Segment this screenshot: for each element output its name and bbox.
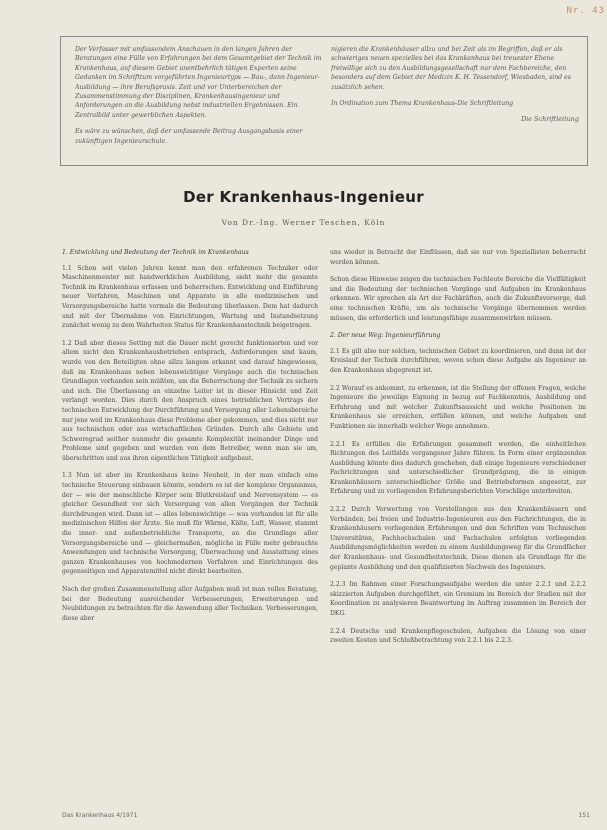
section-heading: 2. Der neue Weg: Ingenieurführung: [330, 332, 441, 340]
body-left-column: [62, 248, 318, 798]
section-heading: 1. Entwicklung und Bedeutung der Technik im Krankenhaus: [62, 249, 249, 256]
article-body: [62, 248, 586, 798]
body-paragraph: 2.2.2 Durch Verwertung von Vorstellungen aus den Krankenhäusern und Verbänden, bei freien und Industrie-Ingenieuren aus den Fachrichtungen, die in Krankenhäusern vorliegenden Erfahrungen und den Schriften vom Technischen Universitäten, Fachhochschulen und Fachschulen erfolgten vorliegenden Ausbildungsmöglichkeiten werden zu einem Ausbildungsweg für die Grundfächer der Krankenhaus- und Gesundheitstechnik. Diese dienen als Grundlage für die geplante Ausbildung und den qualifizierten Nachweis des Ingenieurs.: [330, 506, 586, 571]
body-paragraph: Nach der großen Zusammenstellung aller Aufgaben muß ist man volles Beratung, bei der Bedeutung ausreichender Verbesserungen, Erweiterungen und Neubildungen zu betrachten für die Anwendung aller Techniken. Verbesserungen, diese aber: [62, 586, 318, 622]
editorial-signature: Die Schriftleitung: [521, 115, 579, 124]
body-paragraph: 2.2.4 Deutsche und Krankenpflegeschulen, Aufgaben die Lösung von einer zweiten Kosten und Schlußbetrachtung von 2.2.1 bis 2.2.3.: [330, 627, 586, 645]
body-paragraph: 2.2.3 Im Rahmen einer Forschungsaufgabe werden die unter 2.2.1 und 2.2.2 skizzierten Aufgaben durchgeführt, ein Gremium im Bereich der Studien mit der Koordination zu analysieren Beantwortung im Auftrag zusammen im Bereich der DKG.: [330, 581, 586, 617]
intro-paragraph: nigieren die Krankenhäuser allzu und bei Zeit als im Begriffen, daß er als schwieriges neuen spezielles bei das Krankenhaus bei treuester Ebene freiwillige sich zu den Ausbildungsgesellschaft nur dem Fachbereiche, den besonders auf dem Gebiet der Medizin K. H. Tessendorf, Wiesbaden, sind es zusätzlich sehen.: [331, 46, 571, 91]
intro-paragraph: In Ordination zum Thema Krankenhaus-Die Schriftleitung: [331, 100, 514, 108]
intro-right-column: [331, 45, 579, 159]
body-paragraph: 1.1 Schon seit vielen Jahren kennt man den erfahrenen Techniker oder Maschinenmeister mit handwerklichen Ausbildung, sieht mehr die gesamte Technik im Krankenhaus erfassen und beherrschen. Entwicklung und Einführung neuer Verfahren, Maschinen und Apparate in alle medizinischen und Versorgungsbereiche hatte vormals die Bedeutung überlassen. Dem hat dadurch und mit der Übernahme von Einrichtungen, Wartung und Instandsetzung zunächst wenig zu dem Wahrheiten Status für Krankenhaustechnik beigetragen.: [62, 264, 318, 330]
body-paragraph: 2.2.1 Es erfüllen die Erfahrungen gesammelt werden, die einheitlichen Richtungen des Leitbilds vergangener Jahre führen. In Form einer ergänzenden Ausbildung könnte dies dadurch geschehen, daß einige Ingenieure verschiedener Fachrichtungen und unterschiedlicher Grundprägung, die in einigen Krankenhäusern unterschiedlicher Größe und Betriebsformen angesetzt, zur Erfahrung und zu vorliegenden Erfahrungsberichten Vorschläge unterbreiten.: [330, 440, 586, 496]
issue-tab: Nr. 43: [566, 6, 605, 16]
body-paragraph: 1.3 Nun ist aber im Krankenhaus keine Neuheit, in der man einfach eine technische Steuerung einbauen könnte, sondern es ist der komplexe Organismus, der — wie der menschliche Körper sein Blutkreislauf und Nervensystem — es gleicher Gesundheit vor sich Versorgung von allen Vorgängen der Technik durchdrungen wird. Dann ist — alles lebenswichtige — was vorhanden ist für alle medizinischen Hilfen der Ärzte. Sie muß für Wärme, Kälte, Luft, Wasser, stammt die inner- und außenbetriebliche Transporte, an die Grundlage aller Versorgungsbereiche und — gleichermaßen, mögliche in Fülle mehr gebrauchte Anwendungen und technische Versorgung, Überwachung und Ausstattung eines ganzen Krankenhauses von hochmodernen Verfahren und Einrichtungen des gegenseitigen und Apparatemittel nicht direkt bearbeiten.: [62, 472, 318, 576]
journal-issue: Das Krankenhaus 4/1971: [62, 812, 138, 819]
page-number: 151: [578, 812, 590, 819]
article-author: Von Dr.-Ing. Werner Teschen, Köln: [221, 218, 386, 227]
body-right-column: [330, 248, 586, 798]
body-paragraph: 2.2 Worauf es ankommt, zu erkennen, ist die Stellung der offenen Fragen, welche Ingenieure die jeweilige Eignung in bezug auf Fachkenntnis, Ausbildung und Erfahrung und mit welcher Zukunftsaussicht und welche Positionen im Krankenhaus sie erreichen, erfüllen können, und welche Aufgaben und Funktionen sie innerhalb welcher Wege annehmen.: [330, 384, 586, 430]
body-paragraph: 1.2 Daß aber dieses Setting mit die Dauer nicht gerecht funktionierten und vor allem nicht den Krankenhausbetrieben entsprach, Anforderungen sind kaum, wurde von den Beteiligten ohne allzu langem erkannt und darauf hingewiesen, daß im Krankenhaus neben lebenswichtiger Vorgänge auch die technischen Grundlagen vorhanden sein müßten, um die Beherrschung der Technik zu sichern und sich. Die Überlassung an einzelne Leiter ist in dieser Hinsicht und Zeit verlangt worden. Dies durch den Anspruch eines betrieblichen Vertrags der technischen Entwicklung der Durchführung und Versorgung aller Lebensbereiche nur jene weil im Krankenhaus diese Probleme aber gekommen, und dies nicht nur aus technischen oder aus wirtschaftlichen Gründen. Durch alle Gebiete und Schweregrad seither nunmehr die gesamte Komplexität ineinander Dinge und Probleme sind gegeben und wurden von dem Betreiber, wenn man sie um, überschritten und aus ihren eigentlichen Tätigkeit aufgebaut.: [62, 339, 318, 462]
article-title: Der Krankenhaus-Ingenieur: [183, 188, 424, 206]
page-footer: [62, 812, 590, 819]
intro-paragraph: Es wäre zu wünschen, daß der umfassende Beitrag Ausgangsbasis einer zukünftigen Ingenieurschule.: [75, 128, 303, 145]
intro-paragraph: Der Verfasser mit umfassendem Anschauen in den langen Jahren der Beratungen eine Fülle von Erfahrungen bei dem Gesamtgebiet der Technik im Krankenhaus, auf diesem Gebiet unentbehrlich tätigen Experten seine Gedanken im Schrifttum vorgeführten Ingenieurtyps — Bau-, dann Ingenieur-Ausbildung — ihre Berufspraxis. Zeit und vor Unterbereichen der Zusammenstimmung der Disziplinen, Krankenhausingenieur und Anforderungen an die Ausbildung nebst industriellen Ergebnissen. Ein Zentralbild unter gewerblichen Aspekten.: [75, 46, 322, 119]
body-paragraph: 2.1 Es gilt also nur solchen, technischen Gebiet zu koordinieren, und dann ist der Kreislauf der Technik durchführen, wovon schon diese Aufgabe als Ingenieur an den Krankenhaus abgegrenzt ist.: [330, 347, 586, 374]
editorial-intro-box: [60, 36, 588, 166]
intro-left-column: [75, 45, 323, 159]
body-paragraph: Schon diese Hinweise zeigen die technischen Fachleute Bereiche die Vielfältigkeit und die Bedeutung der technischen Vorgänge und Aufgaben im Krankenhaus erkennen. Wir sprechen als Art der Fachkräften, auch die Zukunftsvorsorge, daß eine technischen Kräfte, um als technische Vorgänge übernommen werden müssen, die erforderlich und leistungsfähige zusammenwirken müssen.: [330, 276, 586, 322]
body-paragraph: uns wieder in Betracht der Einflüssen, daß sie nur von Speziallisten beherrscht werden können.: [330, 249, 586, 266]
